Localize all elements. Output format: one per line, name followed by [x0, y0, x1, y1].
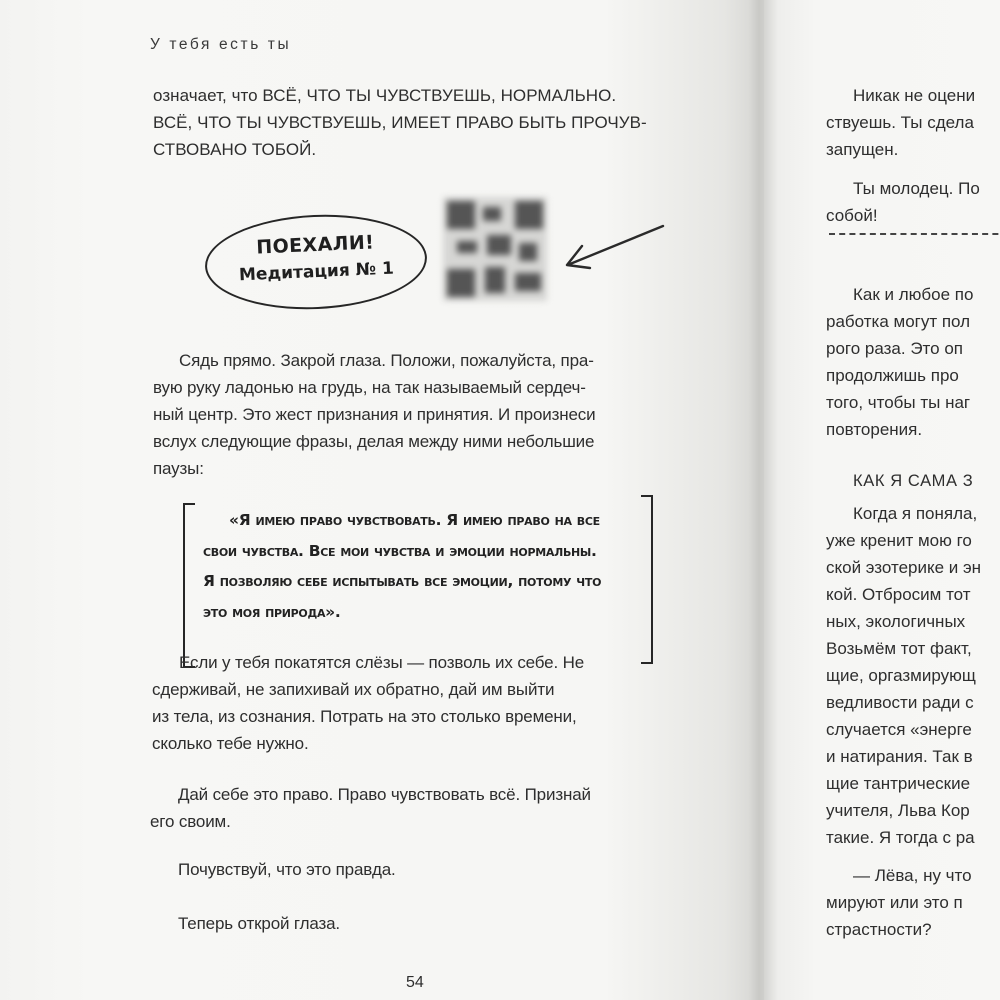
- body-line: ВСЁ, ЧТО ТЫ ЧУВСТВУЕШЬ, ИМЕЕТ ПРАВО БЫТЬ ПРОЧУВ-: [153, 113, 647, 132]
- badge-title: ПОЕХАЛИ!: [255, 231, 375, 259]
- body-line: означает, что ВСЁ, ЧТО ТЫ ЧУВСТВУЕШЬ, НОРМАЛЬНО.: [153, 86, 617, 105]
- quote-bracket-left: [183, 503, 195, 668]
- quote-bracket-right: [641, 495, 653, 664]
- right-paragraph-5: — Лёва, ну что мируют или это п страстности?: [826, 866, 972, 939]
- section-divider: [829, 233, 1000, 235]
- instruction-paragraph: Сядь прямо. Закрой глаза. Положи, пожалуйста, пра- вую руку ладонью на грудь, на так называемый сердеч- ный центр. Это жест признания и принятия. И произнеси вслух следующие фразы, делая между ними небольшие паузы:: [153, 351, 596, 478]
- right-paragraph-4: Когда я поняла, уже кренит мою го ской эзотерике и эн кой. Отбросим тот ных, экологичных Возьмём тот факт, щие, оргазмирующ ведливости ради с случается «энерге и натирания. Так в щие тантрические учителя, Льва Кор такие. Я тогда с ра: [826, 504, 982, 847]
- page-number: 54: [406, 974, 424, 991]
- right-paragraph: Дай себе это право. Право чувствовать всё. Признай его своим.: [150, 785, 591, 831]
- affirmation-quote: «Я имею право чувствовать. Я имею право на все свои чувства. Все мои чувства и эмоции нормальны. Я позволяю себе испытывать все эмоции, потому что это моя природа».: [203, 511, 602, 621]
- badge-subtitle: Медитация № 1: [238, 258, 395, 286]
- open-eyes-line: Теперь открой глаза.: [178, 914, 340, 933]
- right-paragraph-3: Как и любое по работка могут пол рого раза. Это оп продолжишь про того, чтобы ты наг повторения.: [826, 285, 974, 439]
- arrow-icon: [560, 220, 670, 280]
- qr-code-icon[interactable]: [443, 197, 547, 301]
- running-head: У тебя есть ты: [150, 36, 292, 53]
- right-paragraph-1: Никак не оцени ствуешь. Ты сдела запущен.: [826, 86, 976, 159]
- truth-line: Почувствуй, что это правда.: [178, 860, 396, 879]
- tears-paragraph: Если у тебя покатятся слёзы — позволь их себе. Не сдерживай, не запихивай их обратно, дай им выйти из тела, из сознания. Потрать на это столько времени, сколько тебе нужно.: [152, 653, 585, 753]
- section-heading: КАК Я САМА З: [853, 472, 974, 490]
- right-paragraph-2: Ты молодец. По собой!: [826, 179, 980, 225]
- body-line: СТВОВАНО ТОБОЙ.: [153, 140, 317, 159]
